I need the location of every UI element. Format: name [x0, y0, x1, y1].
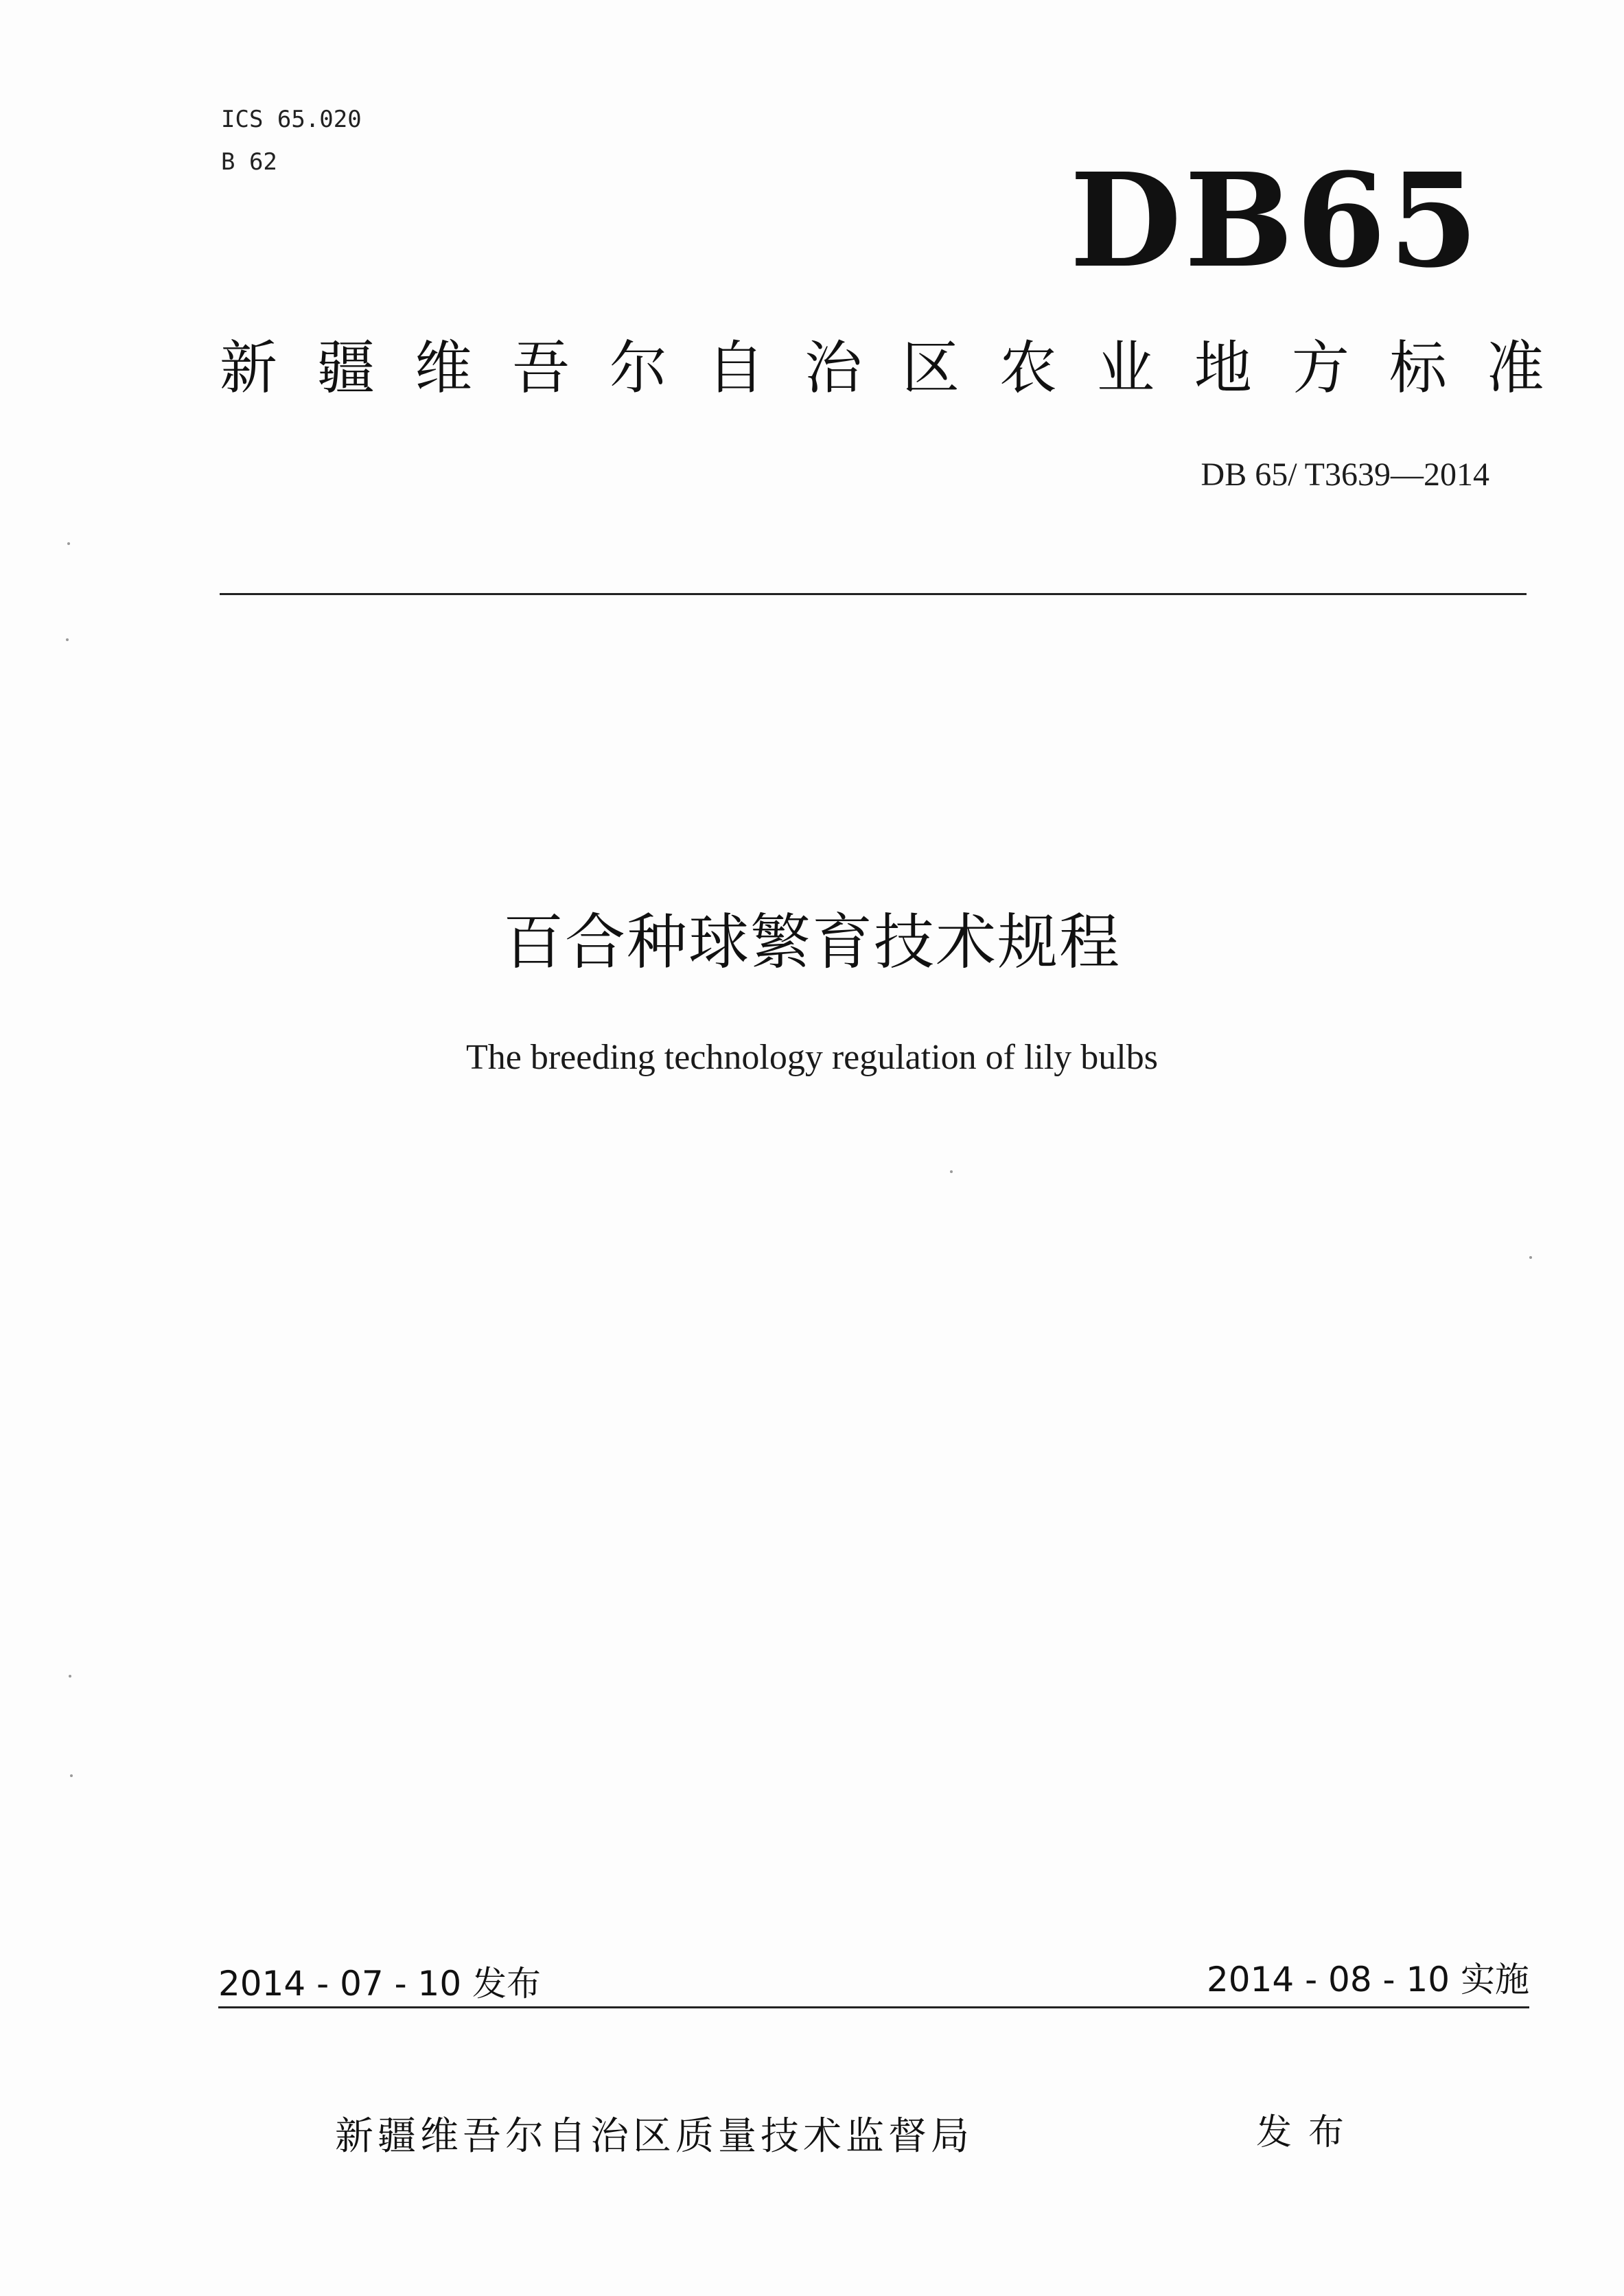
scan-speck — [67, 542, 70, 545]
issue-label: 发布 — [1256, 2112, 1361, 2153]
document-title-english: The breeding technology regulation of lily bulbs — [466, 1038, 1158, 1077]
scan-speck — [950, 1170, 953, 1173]
standard-type-char: 区 — [901, 334, 960, 402]
standard-type-char: 标 — [1389, 334, 1447, 402]
standard-number: DB 65/ T3639—2014 — [1200, 456, 1489, 493]
scan-speck — [1529, 1256, 1532, 1259]
scan-speck — [66, 638, 69, 641]
standard-type-char: 业 — [1096, 334, 1155, 402]
publish-date: 2014 - 07 - 10 发布 — [218, 1964, 542, 2004]
standard-brand-mark: DB65 — [1069, 145, 1481, 297]
standard-type-char: 尔 — [609, 334, 667, 402]
standard-type-char: 农 — [999, 334, 1057, 402]
standard-type-char: 维 — [414, 334, 472, 402]
scan-speck — [69, 1675, 71, 1678]
issuing-authority: 新疆维吾尔自治区质量技术监督局 — [335, 2114, 973, 2159]
standard-type-char: 疆 — [316, 334, 375, 402]
standard-type-char: 方 — [1291, 334, 1349, 402]
header-divider — [220, 593, 1527, 595]
standard-type-char: 自 — [706, 334, 765, 402]
standard-type-char: 地 — [1194, 334, 1252, 402]
standard-type-char: 治 — [804, 334, 862, 402]
document-title-chinese: 百合种球繁育技术规程 — [502, 907, 1121, 977]
effective-date: 2014 - 08 - 10 实施 — [1206, 1960, 1529, 1999]
standard-type-heading — [220, 334, 1544, 402]
scan-speck — [70, 1774, 73, 1777]
standard-type-char: 新 — [220, 334, 278, 402]
footer-divider — [218, 2006, 1529, 2008]
ccs-code: B 62 — [221, 148, 277, 176]
ics-code: ICS 65.020 — [221, 106, 362, 133]
standard-type-char: 准 — [1486, 334, 1544, 402]
standard-type-char: 吾 — [511, 334, 570, 402]
